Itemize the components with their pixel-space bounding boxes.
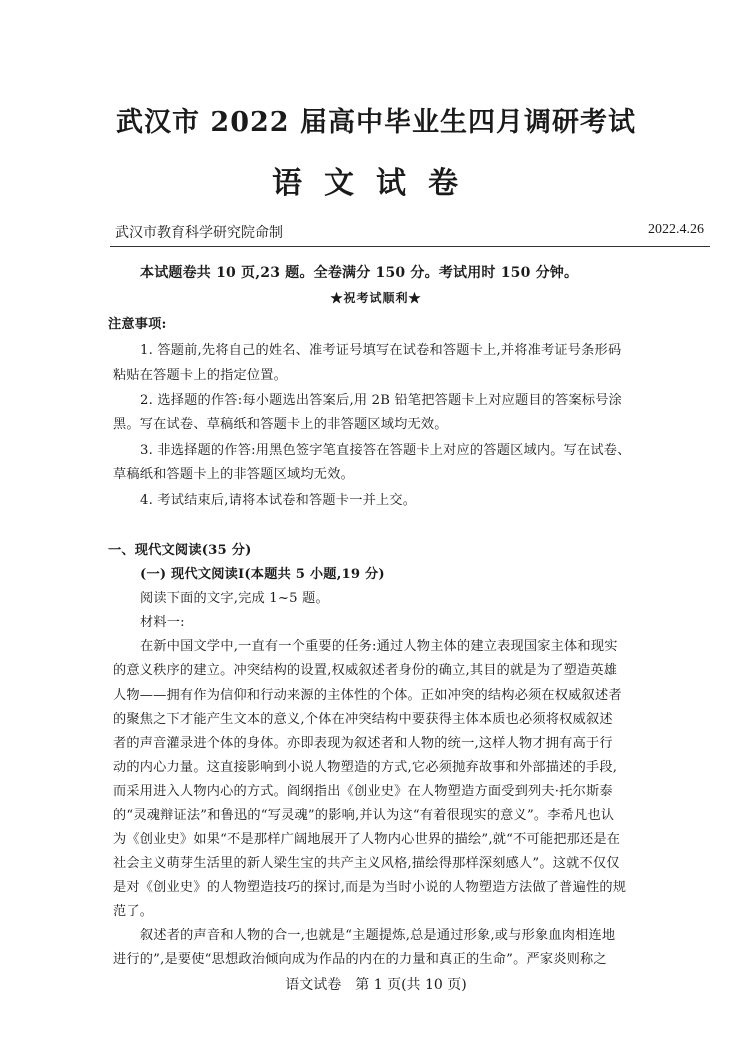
notes-line: 草稿纸和答题卡上的非答题区域均无效。 bbox=[113, 467, 354, 482]
paragraph-line: 在新中国文学中,一直有一个重要的任务:通过人物主体的建立表现国家主体和现实 bbox=[140, 639, 618, 654]
paragraph-line: 进行的”,是要使“思想政治倾向成为作品的内在的力量和真正的生命”。严家炎则称之 bbox=[113, 952, 607, 967]
notes-line: 3. 非选择题的作答:用黑色签字笔直接答在答题卡上对应的答题区域内。写在试卷、 bbox=[140, 443, 631, 458]
notes-line: 2. 选择题的作答:每小题选出答案后,用 2B 铅笔把答题卡上对应题目的答案标号涂 bbox=[140, 393, 623, 408]
issuer: 武汉市教育科学研究院命制 bbox=[115, 225, 283, 241]
paragraph-line: 动的内心力量。这直接影响到小说人物塑造的方式,它必须抛弃故事和外部描述的手段, bbox=[113, 760, 618, 775]
reading-instruction: 阅读下面的文字,完成 1~5 题。 bbox=[140, 591, 329, 606]
page-footer: 语文试卷 第 1 页(共 10 页) bbox=[285, 977, 467, 993]
sub-section-heading: (一) 现代文阅读Ⅰ(本题共 5 小题,19 分) bbox=[140, 567, 385, 582]
section-heading: 一、现代文阅读(35 分) bbox=[108, 543, 252, 558]
paragraph-line: 社会主义萌芽生活里的新人梁生宝的共产主义风格,描绘得那样深刻感人”。这就不仅仅 bbox=[113, 856, 620, 871]
material-label: 材料一: bbox=[140, 615, 185, 630]
exam-title: 武汉市 2022 届高中毕业生四月调研考试 bbox=[116, 107, 636, 138]
paragraph-line: 的聚焦之下才能产生文本的意义,个体在冲突结构中要获得主体本质也必须将权威叙述 bbox=[113, 712, 613, 727]
paragraph-line: 为《创业史》如果“不是那样广阔地展开了人物内心世界的描绘”,就“不可能把那还是在 bbox=[113, 832, 621, 847]
exam-summary: 本试题卷共 10 页,23 题。全卷满分 150 分。考试用时 150 分钟。 bbox=[140, 265, 579, 281]
notes-line: 1. 答题前,先将自己的姓名、准考证号填写在试卷和答题卡上,并将准考证号条形码 bbox=[140, 343, 622, 358]
subject-title: 语文试卷 bbox=[272, 166, 480, 201]
paragraph-line: 人物——拥有作为信仰和行动来源的主体性的个体。正如冲突的结构必须在权威叙述者 bbox=[113, 688, 622, 703]
paragraph-line: 范了。 bbox=[113, 904, 154, 919]
paragraph-line: 叙述者的声音和人物的合一,也就是“主题提炼,总是通过形象,或与形象血肉相连地 bbox=[140, 928, 616, 943]
notes-line: 黑。写在试卷、草稿纸和答题卡上的非答题区域均无效。 bbox=[113, 417, 448, 432]
notes-line: 粘贴在答题卡上的指定位置。 bbox=[113, 368, 288, 383]
header-divider bbox=[110, 246, 710, 247]
paragraph-line: 的意义秩序的建立。冲突结构的设置,权威叙述者身份的确立,其目的就是为了塑造英雄 bbox=[113, 663, 618, 678]
paragraph-line: 的“灵魂辩证法”和鲁迅的“写灵魂”的影响,并认为这“有着很现实的意义”。李希凡也认 bbox=[113, 808, 615, 823]
notes-heading: 注意事项: bbox=[108, 317, 167, 332]
paragraph-line: 而采用进入人物内心的方式。阎纲指出《创业史》在人物塑造方面受到列夫·托尔斯泰 bbox=[113, 784, 613, 799]
paragraph-line: 是对《创业史》的人物塑造技巧的探讨,而是为当时小说的人物塑造方法做了普遍性的规 bbox=[113, 880, 627, 895]
paragraph-line: 者的声音灌录进个体的身体。亦即表现为叙述者和人物的统一,这样人物才拥有高于行 bbox=[113, 736, 613, 751]
exam-date: 2022.4.26 bbox=[648, 222, 704, 237]
notes-line: 4. 考试结束后,请将本试卷和答题卡一并上交。 bbox=[140, 493, 417, 508]
blessing: ★祝考试顺利★ bbox=[330, 291, 422, 305]
